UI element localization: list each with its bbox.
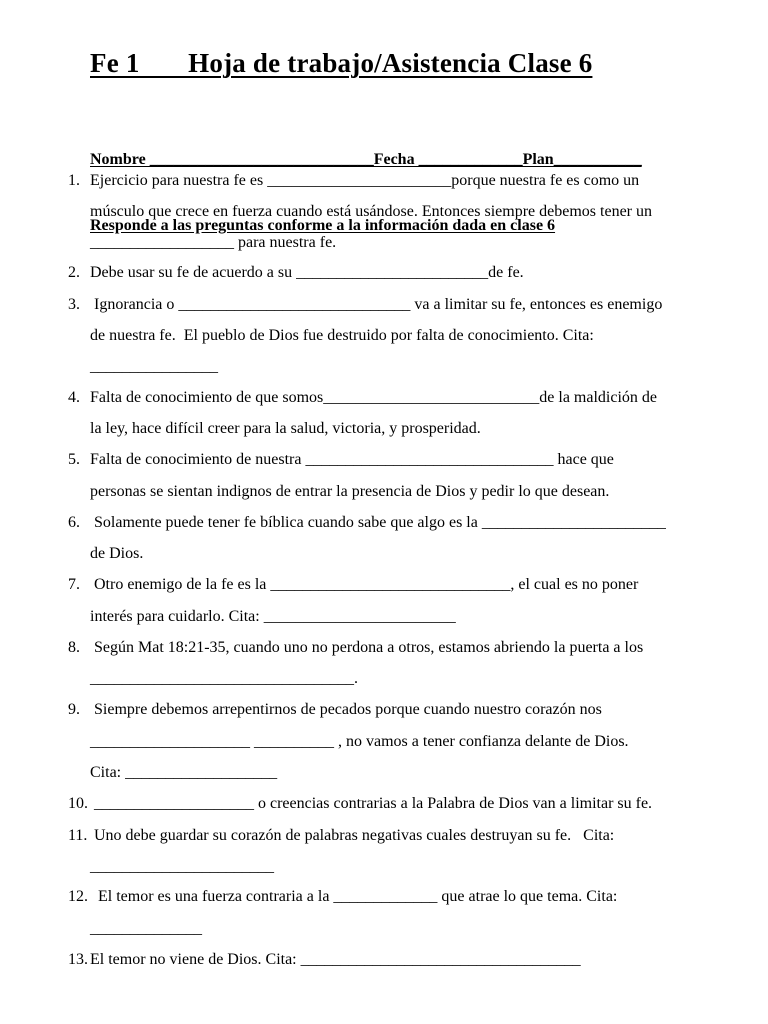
question-text: Siempre debemos arrepentirnos de pecados porque cuando nuestro corazón nos [90,701,602,718]
question-text: Cita: ___________________ [90,764,278,781]
question-text: _________________________________. [90,670,358,687]
question-number: 11. [68,827,88,844]
question-text: Debe usar su fe de acuerdo a su ________________________de fe. [90,264,524,281]
question-number: 2. [68,264,80,281]
question-number: 8. [68,639,80,656]
question-number: 6. [68,514,80,531]
question-number: 3. [68,296,80,313]
instructions: Responde a las preguntas conforme a la información dada en clase 6 [90,217,556,234]
question-number: 10. [68,795,88,812]
question-text: Falta de conocimiento de nuestra _______________________________ hace que [90,451,614,468]
question-text: Según Mat 18:21-35, cuando uno no perdona a otros, estamos abriendo la puerta a los [90,639,644,656]
question-text: Otro enemigo de la fe es la ______________________________, el cual es no poner [90,576,639,593]
question-text: ____________________ o creencias contrarias a la Palabra de Dios van a limitar su fe. [94,795,653,812]
question-number: 9. [68,701,80,718]
question-text: El temor no viene de Dios. Cita: ___________________________________ [90,951,581,968]
question-number: 1. [68,172,80,189]
page-title: Fe 1 Hoja de trabajo/Asistencia Clase 6 [90,48,593,78]
question-text: de nuestra fe. El pueblo de Dios fue destruido por falta de conocimiento. Cita: [90,327,594,344]
question-text: Ejercicio para nuestra fe es _______________________porque nuestra fe es como un [90,172,640,189]
question-text: ________________ [90,358,218,375]
question-number: 12. [68,888,88,905]
question-text: músculo que crece en fuerza cuando está usándose. Entonces siempre debemos tener un [90,203,652,220]
question-number: 13. [68,951,88,968]
question-text: ____________________ __________ , no vamos a tener confianza delante de Dios. [90,733,629,750]
question-text: Ignorancia o _____________________________ va a limitar su fe, entonces es enemigo [90,296,663,313]
question-text: Falta de conocimiento de que somos___________________________de la maldición de [90,389,658,406]
question-number: 4. [68,389,80,406]
question-text: personas se sientan indignos de entrar la presencia de Dios y pedir lo que desean. [90,483,610,500]
question-text: interés para cuidarlo. Cita: ________________________ [90,608,456,625]
question-text: __________________ para nuestra fe. [90,234,337,251]
question-number: 5. [68,451,80,468]
question-text: la ley, hace difícil creer para la salud, victoria, y prosperidad. [90,420,481,437]
question-text: ______________ [90,920,202,937]
question-text: de Dios. [90,545,144,562]
question-text: _______________________ [90,858,274,875]
question-text: Solamente puede tener fe bíblica cuando sabe que algo es la _______________________ [90,514,666,531]
question-text: Uno debe guardar su corazón de palabras negativas cuales destruyan su fe. Cita: [94,827,615,844]
fields-line: Nombre ____________________________Fecha _____________Plan___________ [90,151,642,168]
question-text: El temor es una fuerza contraria a la _____________ que atrae lo que tema. Cita: [94,888,618,905]
question-number: 7. [68,576,80,593]
